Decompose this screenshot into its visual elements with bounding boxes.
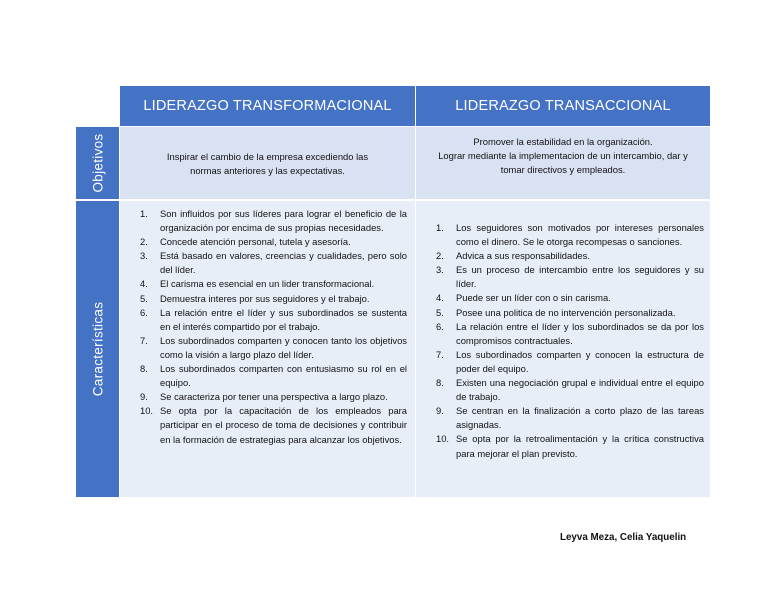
row-label-caracteristicas [76, 201, 119, 497]
list-item [120, 390, 407, 404]
list-item-text: Existen una negociación grupal e individual entre el equipo de trabajo. [456, 377, 704, 403]
list-item-text: Se caracteriza por tener una perspectiva a largo plazo. [160, 391, 388, 403]
list-item-number: 6. [436, 320, 444, 332]
list-item [416, 404, 704, 432]
list-item [416, 376, 704, 404]
list-item-text: Se opta por la retroalimentación y la crítica constructiva para mejorar el plan previsto. [456, 433, 704, 459]
list-item [416, 221, 704, 249]
list-item-text: Concede atención personal, tutela y asesoría. [160, 236, 351, 248]
caracteristicas-transaccional-list [416, 221, 704, 461]
list-item-number: 6. [140, 306, 148, 318]
list-item-text: Puede ser un líder con o sin carisma. [456, 292, 611, 304]
list-item-number: 9. [436, 405, 444, 417]
objetivos-transaccional-text [416, 135, 710, 177]
list-item-text: Es un proceso de intercambio entre los seguidores y su líder. [456, 264, 704, 290]
list-item-text: Son influidos por sus líderes para lograr el beneficio de la organización por encima de sus propias necesidades. [160, 208, 407, 234]
list-item-number: 5. [436, 306, 444, 318]
list-item-number: 9. [140, 391, 148, 403]
caracteristicas-transformacional-list [120, 207, 407, 447]
row-label-objetivos-text: Objetivos [90, 133, 105, 193]
list-item-text: La relación entre el líder y los subordinados se da por los compromisos contractuales. [456, 320, 704, 346]
list-item-number: 8. [140, 363, 148, 375]
list-item-text: El carisma es esencial en un lider transformacional. [160, 278, 375, 290]
list-item-number: 3. [436, 264, 444, 276]
author-name: Leyva Meza, Celia Yaquelin [560, 532, 687, 543]
list-item [120, 249, 407, 277]
list-item-number: 1. [436, 222, 444, 233]
list-item-text: Posee una politica de no intervención personalizada. [456, 306, 676, 318]
header-transaccional-label: LIDERAZGO TRANSACCIONAL [455, 98, 671, 114]
objetivos-transformacional-text: Inspirar el cambio de la empresa excediendo las normas anteriores y las expectativas. [166, 151, 369, 177]
header-transformacional-label: LIDERAZGO TRANSFORMACIONAL [143, 98, 392, 114]
list-item-number: 1. [140, 208, 148, 219]
caracteristicas-transformacional-cell [120, 201, 415, 497]
list-item-number: 2. [140, 236, 148, 248]
list-item [120, 235, 407, 249]
list-item [416, 291, 704, 305]
list-item-number: 8. [436, 377, 444, 389]
caracteristicas-transaccional-cell [416, 201, 710, 497]
list-item-text: Se opta por la capacitación de los empleados para participar en el proceso de toma de decisiones y contribuir en la formación de estrategias para alcanzar los objetivos. [160, 405, 407, 445]
list-item-number: 2. [436, 250, 444, 262]
list-item-text: Los subordinados comparten y conocen tanto los objetivos como la visión a largo plazo del líder. [160, 334, 407, 360]
objetivos-transformacional-cell [120, 127, 415, 199]
list-item [120, 306, 407, 334]
list-item [120, 292, 407, 306]
list-item [416, 432, 704, 460]
list-item [120, 334, 407, 362]
list-item [416, 263, 704, 291]
list-item-text: Los subordinados comparten con entusiasmo su rol en el equipo. [160, 363, 407, 389]
list-item-text: Está basado en valores, creencias y cualidades, pero solo del líder. [160, 250, 407, 276]
header-transaccional [416, 86, 710, 126]
list-item [416, 249, 704, 263]
list-item [416, 348, 704, 376]
list-item-text: La relación entre el líder y sus subordinados se sustenta en el interés compartido por el trabajo. [160, 306, 407, 332]
list-item-number: 10. [140, 405, 154, 417]
list-item-number: 4. [436, 292, 444, 304]
row-label-objetivos [76, 127, 119, 199]
list-item-text: Se centran en la finalización a corto plazo de las tareas asignadas. [456, 405, 704, 431]
list-item-text: Advica a sus responsabilidades. [456, 250, 590, 262]
list-item-number: 4. [140, 278, 148, 290]
list-item [120, 277, 407, 291]
list-item-text: Demuestra interes por sus seguidores y el trabajo. [160, 292, 370, 304]
list-item [416, 306, 704, 320]
list-item [416, 320, 704, 348]
row-label-caracteristicas-text: Características [90, 301, 105, 397]
list-item [120, 362, 407, 390]
objetivos-transaccional-line-2: Lograr mediante la implementacion de un intercambio, dar y tomar directivos y empleados. [438, 150, 688, 176]
list-item-number: 5. [140, 292, 148, 304]
list-item [120, 404, 407, 446]
objetivos-transaccional-cell [416, 127, 710, 199]
objetivos-transaccional-line-1: Promover la estabilidad en la organización. [473, 136, 653, 147]
list-item-number: 3. [140, 250, 148, 262]
list-item-number: 7. [140, 334, 148, 346]
header-transformacional [120, 86, 415, 126]
list-item-number: 10. [436, 433, 450, 445]
list-item-text: Los seguidores son motivados por intereses personales como el dinero. Se le otorga recompesas o sanciones. [456, 222, 704, 248]
list-item [120, 207, 407, 235]
list-item-number: 7. [436, 348, 444, 360]
list-item-text: Los subordinados comparten y conocen la estructura de poder del equipo. [456, 348, 704, 374]
